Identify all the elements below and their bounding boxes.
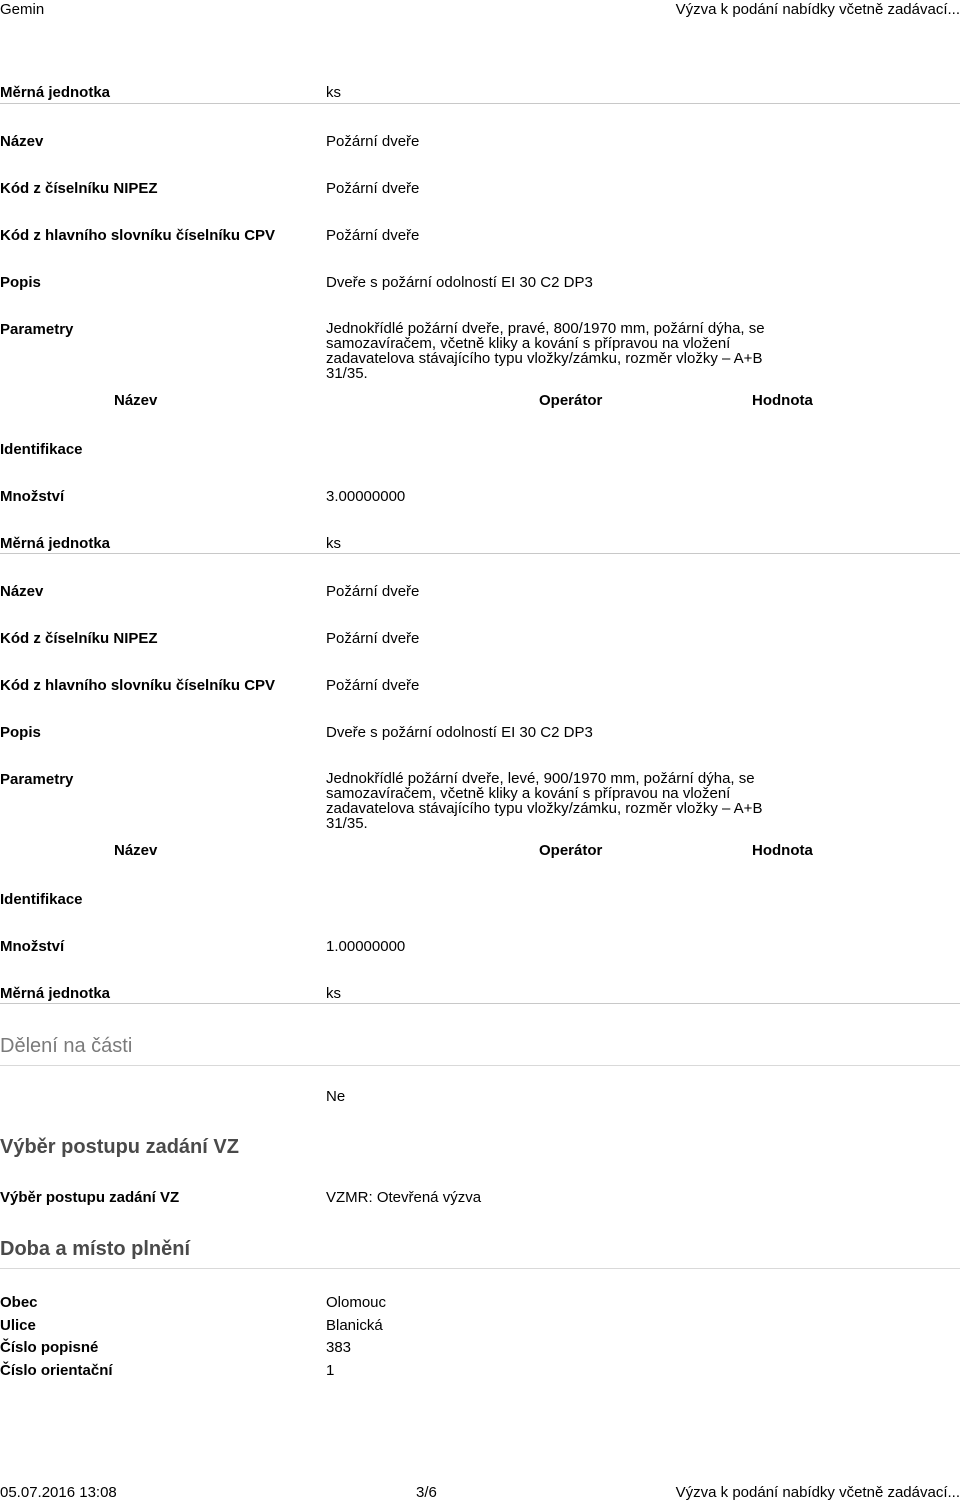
param-header-name: Název	[114, 842, 158, 859]
city-label: Obec	[0, 1294, 38, 1311]
item-description-label: Popis	[0, 724, 41, 741]
param-header-value: Hodnota	[752, 392, 813, 409]
procedure-value: VZMR: Otevřená výzva	[326, 1189, 482, 1206]
unit-value: ks	[326, 84, 341, 101]
param-header-operator: Operátor	[539, 842, 603, 859]
unit-label: Měrná jednotka	[0, 84, 111, 101]
item-unit-value: ks	[326, 535, 341, 552]
item-quantity-value: 1.00000000	[326, 938, 406, 955]
item-parameters-label: Parametry	[0, 321, 74, 338]
item-identification-label: Identifikace	[0, 441, 83, 458]
footer-title: Výzva k podání nabídky včetně zadávací...	[675, 1484, 960, 1501]
item-nipez-value: Požární dveře	[326, 180, 420, 197]
item-cpv-label: Kód z hlavního slovníku číselníku CPV	[0, 227, 276, 244]
house-number-value: 383	[326, 1339, 352, 1356]
item-nipez-label: Kód z číselníku NIPEZ	[0, 180, 158, 197]
item-name-label: Název	[0, 133, 44, 150]
division-value: Ne	[326, 1088, 346, 1105]
item-unit-label: Měrná jednotka	[0, 535, 111, 552]
item-nipez-label: Kód z číselníku NIPEZ	[0, 630, 158, 647]
header-right-title: Výzva k podání nabídky včetně zadávací...	[675, 1, 960, 18]
separator	[0, 103, 960, 104]
division-section-title: Dělení na části	[0, 1035, 133, 1057]
item-name-value: Požární dveře	[326, 583, 420, 600]
item-cpv-label: Kód z hlavního slovníku číselníku CPV	[0, 677, 276, 694]
item-parameters-value: Jednokřídlé požární dveře, levé, 900/1970 mm, požární dýha, se samozavíračem, včetně kliky a kování s přípravou na vložení zadavatelova stávajícího typu vložky/zámku, rozměr vložky – A+B 31/35.	[326, 770, 763, 832]
place-section-title: Doba a místo plnění	[0, 1238, 191, 1260]
separator	[0, 1268, 960, 1269]
item-cpv-value: Požární dveře	[326, 677, 420, 694]
orientation-number-value: 1	[326, 1362, 335, 1379]
item-identification-label: Identifikace	[0, 891, 83, 908]
item-unit-label: Měrná jednotka	[0, 985, 111, 1002]
item-cpv-value: Požární dveře	[326, 227, 420, 244]
item-description-value: Dveře s požární odolností EI 30 C2 DP3	[326, 274, 593, 291]
procedure-label: Výběr postupu zadání VZ	[0, 1189, 180, 1206]
item-description-label: Popis	[0, 274, 41, 291]
street-value: Blanická	[326, 1317, 383, 1334]
item-quantity-value: 3.00000000	[326, 488, 406, 505]
param-header-operator: Operátor	[539, 392, 603, 409]
footer-page-number: 3/6	[416, 1484, 437, 1501]
street-label: Ulice	[0, 1317, 36, 1334]
item-name-label: Název	[0, 583, 44, 600]
house-number-label: Číslo popisné	[0, 1339, 99, 1356]
item-parameters-label: Parametry	[0, 771, 74, 788]
param-header-name: Název	[114, 392, 158, 409]
param-header-value: Hodnota	[752, 842, 813, 859]
separator	[0, 1065, 960, 1066]
item-nipez-value: Požární dveře	[326, 630, 420, 647]
item-name-value: Požární dveře	[326, 133, 420, 150]
header-left-title: Gemin	[0, 1, 45, 18]
item-parameters-value: Jednokřídlé požární dveře, pravé, 800/1970 mm, požární dýha, se samozavíračem, včetně kliky a kování s přípravou na vložení zadavatelova stávajícího typu vložky/zámku, rozměr vložky – A+B 31/35.	[326, 320, 765, 382]
item-description-value: Dveře s požární odolností EI 30 C2 DP3	[326, 724, 593, 741]
footer-datetime: 05.07.2016 13:08	[0, 1484, 117, 1501]
item-quantity-label: Množství	[0, 938, 65, 955]
item-quantity-label: Množství	[0, 488, 65, 505]
orientation-number-label: Číslo orientační	[0, 1362, 113, 1379]
separator	[0, 1003, 960, 1004]
item-unit-value: ks	[326, 985, 341, 1002]
procedure-section-title: Výběr postupu zadání VZ	[0, 1136, 239, 1158]
separator	[0, 553, 960, 554]
city-value: Olomouc	[326, 1294, 387, 1311]
